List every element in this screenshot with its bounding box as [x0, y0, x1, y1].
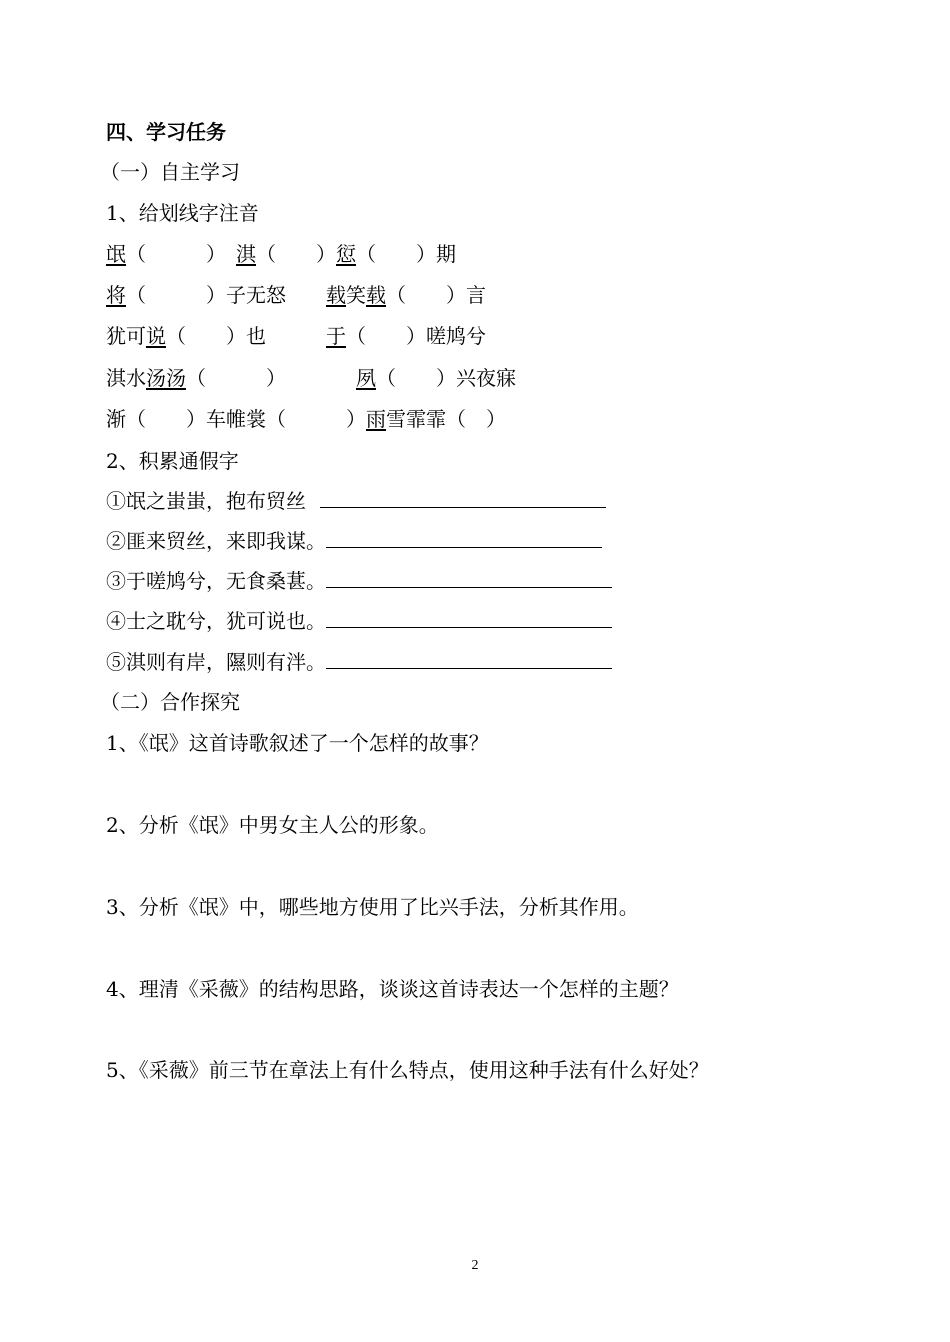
discussion-question: 5、《采薇》前三节在章法上有什么特点，使用这种手法有什么好处？ — [106, 1058, 709, 1082]
underlined-char: 将 — [106, 283, 126, 307]
page-number: 2 — [471, 1258, 479, 1273]
underlined-char: 于 — [326, 324, 346, 348]
underlined-char: 雨 — [366, 407, 386, 431]
row-text: （ ）也 — [166, 324, 326, 348]
underlined-char: 汤汤 — [146, 366, 186, 390]
answer-blank[interactable] — [320, 489, 606, 508]
underlined-char: 夙 — [356, 366, 376, 390]
discussion-question: 1、《氓》这首诗歌叙述了一个怎样的故事？ — [106, 731, 489, 755]
row-text: （ ）嗟鸠兮 — [346, 324, 486, 348]
answer-blank[interactable] — [326, 529, 602, 548]
underlined-char: 载 — [326, 283, 346, 307]
answer-blank[interactable] — [326, 650, 612, 669]
row-text: （ ）兴夜寐 — [376, 366, 516, 390]
row-text: （ ）子无怒 — [126, 283, 326, 307]
row-text: （ ） — [126, 242, 236, 266]
row-text: （ ） — [186, 366, 356, 390]
pinyin-row — [106, 242, 456, 266]
underlined-char: 说 — [146, 324, 166, 348]
row-text: 渐（ ）车帷裳（ ） — [106, 407, 366, 431]
q1-title: 1、给划线字注音 — [106, 201, 259, 225]
row-text: 雪霏霏（ ） — [386, 407, 506, 431]
tongjia-text: ①氓之蚩蚩，抱布贸丝 — [106, 489, 306, 513]
row-text: 犹可 — [106, 324, 146, 348]
row-text: 淇水 — [106, 366, 146, 390]
discussion-question: 2、分析《氓》中男女主人公的形象。 — [106, 813, 439, 837]
underlined-char: 载 — [366, 283, 386, 307]
part1-title: （一）自主学习 — [100, 160, 240, 184]
tongjia-text: ④士之耽兮，犹可说也。 — [106, 609, 326, 633]
discussion-question: 4、理清《采薇》的结构思路，谈谈这首诗表达一个怎样的主题？ — [106, 977, 679, 1001]
tongjia-item[interactable] — [106, 489, 606, 513]
pinyin-row — [106, 366, 516, 390]
underlined-char: 愆 — [336, 242, 356, 266]
tongjia-item[interactable] — [106, 609, 612, 633]
row-text: 笑 — [346, 283, 366, 307]
row-text: （ ） — [256, 242, 336, 266]
discussion-question: 3、分析《氓》中，哪些地方使用了比兴手法，分析其作用。 — [106, 895, 639, 919]
tongjia-text: ⑤淇则有岸，隰则有泮。 — [106, 650, 326, 674]
tongjia-text: ③于嗟鸠兮，无食桑葚。 — [106, 569, 326, 593]
underlined-char: 淇 — [236, 242, 256, 266]
pinyin-row — [106, 407, 506, 431]
row-text: （ ）言 — [386, 283, 486, 307]
section-title: 四、学习任务 — [106, 120, 226, 144]
part2-title: （二）合作探究 — [100, 690, 240, 714]
tongjia-item[interactable] — [106, 529, 602, 553]
row-text: （ ）期 — [356, 242, 456, 266]
underlined-char: 氓 — [106, 242, 126, 266]
q2-title: 2、积累通假字 — [106, 449, 239, 473]
tongjia-text: ②匪来贸丝，来即我谋。 — [106, 529, 326, 553]
answer-blank[interactable] — [326, 609, 612, 628]
tongjia-item[interactable] — [106, 569, 612, 593]
pinyin-row — [106, 283, 486, 307]
pinyin-row — [106, 324, 486, 348]
tongjia-item[interactable] — [106, 650, 612, 674]
answer-blank[interactable] — [326, 569, 612, 588]
